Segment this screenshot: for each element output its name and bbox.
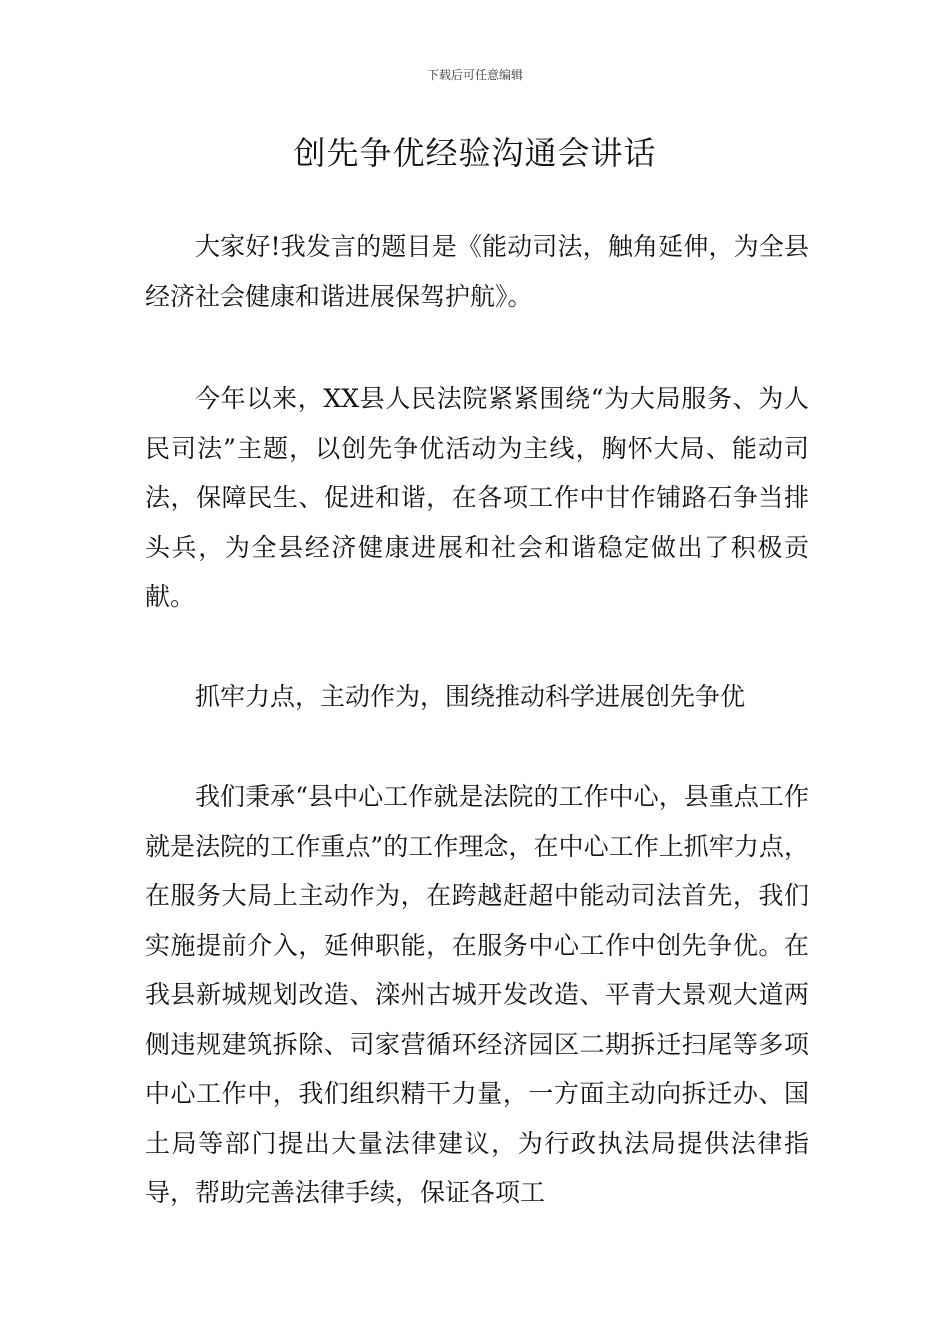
paragraph-body: 我们秉承“县中心工作就是法院的工作中心，县重点工作就是法院的工作重点”的工作理念，在中心工作上抓牢力点，在服务大局上主动作为，在跨越赶超中能动司法首先，我们实施提前介入，延伸职能，在服务中心工作中创先争优。在我县新城规划改造、滦州古城开发改造、平青大景观大道两侧违规建筑拆除、司家营循环经济园区二期拆迁扫尾等多项中心工作中，我们组织精干力量，一方面主动向拆迁办、国土局等部门提出大量法律建议，为行政执法局提供法律指导，帮助完善法律手续，保证各项工: [145, 782, 809, 1207]
paragraph-overview: 今年以来，XX县人民法院紧紧围绕“为大局服务、为人民司法”主题，以创先争优活动为主线，胸怀大局、能动司法，保障民生、促进和谐，在各项工作中甘作铺路石争当排头兵，为全县经济健康进展和社会和谐稳定做出了积极贡献。: [145, 384, 809, 611]
paragraph-opening: 大家好!我发言的题目是《能动司法，触角延伸，为全县经济社会健康和谐进展保驾护航》。: [145, 232, 809, 311]
document-title: 创先争优经验沟通会讲话: [293, 134, 657, 172]
section-heading: 抓牢力点，主动作为，围绕推动科学进展创先争优: [195, 682, 746, 711]
header-note: 下载后可任意编辑: [426, 68, 523, 82]
